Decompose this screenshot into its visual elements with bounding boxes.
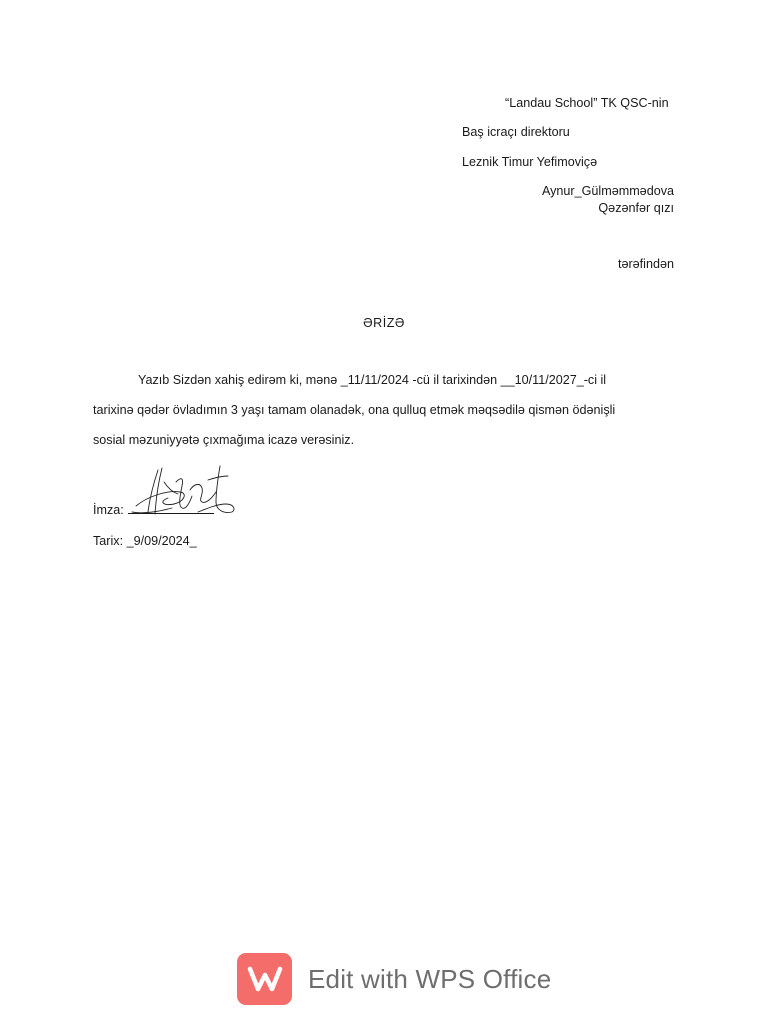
sender-patronymic: Qəzənfər qızı [598,201,674,215]
sender-name: Aynur_Gülməmmədova [541,184,674,198]
signature-row [93,503,214,517]
recipient-organization: “Landau School” TK QSC-nin [505,96,669,110]
date-row [93,534,197,548]
from-label: tərəfindən [617,257,674,271]
wps-logo-icon [237,953,292,1005]
body-line-1: Yazıb Sizdən xahiş edirəm ki, mənə _11/11/2024 -cü il tarixindən __10/11/2027_-ci il [138,373,607,387]
body-line-3: sosial məzuniyyətə çıxmağıma icazə verəsiniz. [93,433,355,447]
signature-line [128,513,214,514]
wps-watermark[interactable] [237,952,551,1006]
body-line-2: tarixinə qədər övladımın 3 yaşı tamam olanadək, ona qulluq etmək məqsədilə qismən ödənişli [93,403,616,417]
wps-watermark-text: Edit with WPS Office [308,963,552,994]
signature-label: İmza: [93,503,124,517]
date-value: _9/09/2024_ [126,534,197,548]
document-title: ƏRİZƏ [363,316,405,330]
recipient-name: Leznik Timur Yefimoviçə [462,155,598,169]
recipient-position: Baş icraçı direktoru [462,125,570,139]
date-label: Tarix: [93,534,124,548]
